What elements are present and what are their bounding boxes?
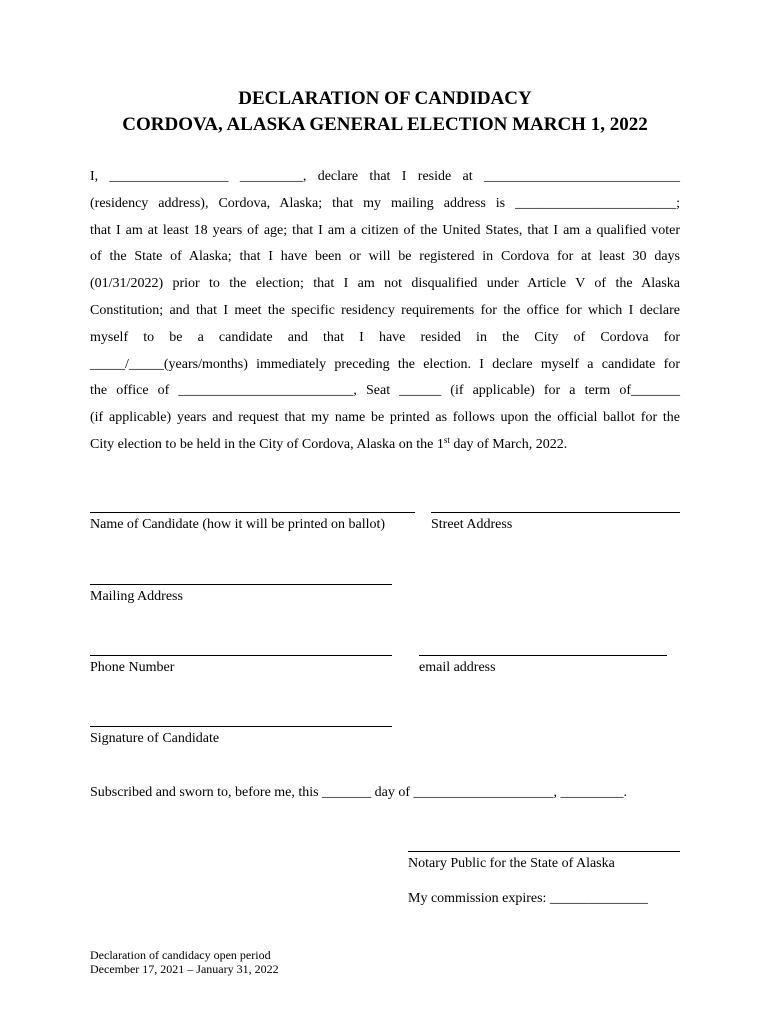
subscribed-sworn-text: Subscribed and sworn to, before me, this _______ day of ____________________, _________. [90,785,627,800]
signature-label: Signature of Candidate [90,731,220,746]
paragraph-line: of the State of Alaska; that I have been or will be registered in Cordova for at least 30 days [90,249,680,265]
email-address-label: email address [419,660,496,675]
paragraph-line: (01/31/2022) prior to the election; that I am not disqualified under Article V of the Alaska [90,276,680,292]
paragraph-line: the office of _________________________, Seat ______ (if applicable) for a term of_______ [90,383,680,399]
last-line-text: City election to be held in the City of Cordova, Alaska on the 1 [90,436,444,452]
last-line-text-end: day of March, 2022. [449,436,568,452]
paragraph-line: I, _________________ _________, declare that I reside at ____________________________ [90,169,680,184]
paragraph-line: that I am at least 18 years of age; that I am a citizen of the United States, that I am a qualified voter [90,222,680,238]
paragraph-last-line [90,432,680,459]
declaration-paragraph [90,164,680,459]
commission-expires-text: My commission expires: ______________ [408,891,648,906]
footer-line-2: December 17, 2021 – January 31, 2022 [90,962,279,976]
paragraph-line: myself to be a candidate and that I have resided in the City of Cordova for [90,329,680,345]
mailing-address-line[interactable] [90,584,392,585]
document-title: DECLARATION OF CANDIDACY [238,88,532,109]
document-subtitle: CORDOVA, ALASKA GENERAL ELECTION MARCH 1, 2022 [122,114,648,135]
paragraph-line: _____/_____(years/months) immediately preceding the election. I declare myself a candidate for [90,356,680,372]
mailing-address-label: Mailing Address [90,589,183,604]
candidate-name-label: Name of Candidate (how it will be printed on ballot) [90,517,386,532]
street-address-label: Street Address [431,517,513,532]
footer-line-1: Declaration of candidacy open period [90,948,271,962]
notary-signature-line[interactable] [408,851,680,852]
phone-number-label: Phone Number [90,660,175,675]
candidate-name-line[interactable] [90,512,415,513]
ordinal-superscript: st [443,434,450,445]
phone-number-line[interactable] [90,655,392,656]
signature-line[interactable] [90,726,392,727]
paragraph-line: Constitution; and that I meet the specific residency requirements for the office for which I declare [90,302,680,318]
email-address-line[interactable] [419,655,667,656]
notary-label: Notary Public for the State of Alaska [408,856,615,871]
paragraph-line: (residency address), Cordova, Alaska; that my mailing address is _______________________; [90,195,680,211]
paragraph-line: (if applicable) years and request that my name be printed as follows upon the official ballot for the [90,410,680,426]
open-period-footer [90,948,279,976]
street-address-line[interactable] [431,512,680,513]
